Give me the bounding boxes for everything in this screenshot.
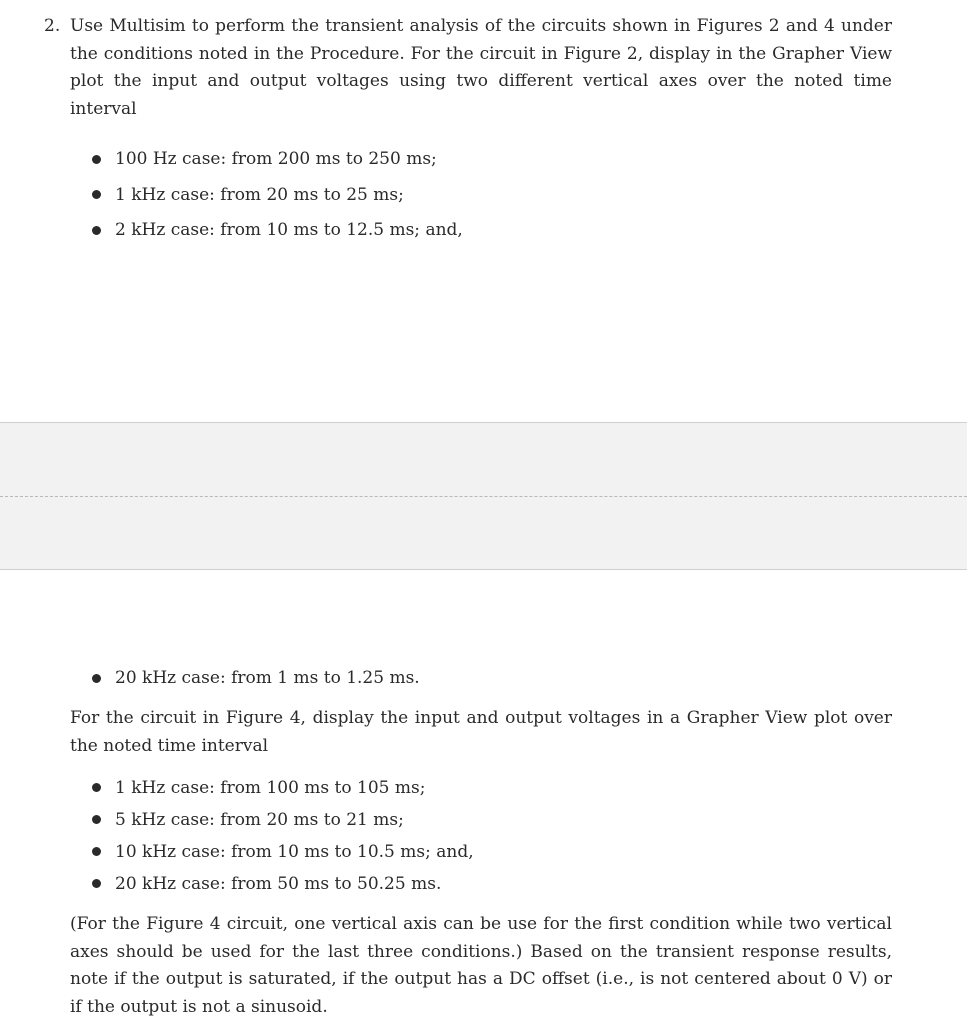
list-item [90,178,463,214]
list-item [90,836,474,868]
figure2-last-case-list [90,662,420,695]
bullet-icon [92,674,101,683]
case-text: 20 kHz case: from 50 ms to 50.25 ms. [115,874,442,894]
list-item [90,142,463,178]
bullet-icon [92,226,101,235]
case-text: 1 kHz case: from 100 ms to 105 ms; [115,778,426,798]
list-item [90,868,474,900]
case-text: 100 Hz case: from 200 ms to 250 ms; [115,149,437,169]
bullet-icon [92,815,101,824]
closing-paragraph: (For the Figure 4 circuit, one vertical axis can be use for the first condition while two vertical axes should be used for the last three conditions.) Based on the transient response results, note if the output is saturated, if the output has a DC offset (i.e., is not centered about 0 V) or if the output is not a sinusoid. [70,914,892,1017]
bullet-icon [92,190,101,199]
case-text: 20 kHz case: from 1 ms to 1.25 ms. [115,668,420,688]
case-text: 2 kHz case: from 10 ms to 12.5 ms; and, [115,220,463,240]
figure4-intro: For the circuit in Figure 4, display the input and output voltages in a Grapher View plot over the noted time interval [70,708,892,756]
figure2-case-list [90,142,463,249]
bullet-icon [92,847,101,856]
problem-number: 2. [44,16,61,36]
list-item [90,772,474,804]
case-text: 10 kHz case: from 10 ms to 10.5 ms; and, [115,842,474,862]
bullet-icon [92,879,101,888]
page-break-dashed-line [0,496,967,497]
list-item [90,213,463,249]
list-item [90,804,474,836]
figure4-case-list [90,772,474,900]
list-item [90,662,420,695]
problem-intro: Use Multisim to perform the transient analysis of the circuits shown in Figures 2 and 4 under the conditions noted in the Procedure. For the circuit in Figure 2, display in the Grapher View plot the input and output voltages using two different vertical axes over the noted time interval [70,16,892,119]
case-text: 5 kHz case: from 20 ms to 21 ms; [115,810,404,830]
case-text: 1 kHz case: from 20 ms to 25 ms; [115,184,404,205]
page-break-separator [0,422,967,570]
bullet-icon [92,783,101,792]
bullet-icon [92,155,101,164]
